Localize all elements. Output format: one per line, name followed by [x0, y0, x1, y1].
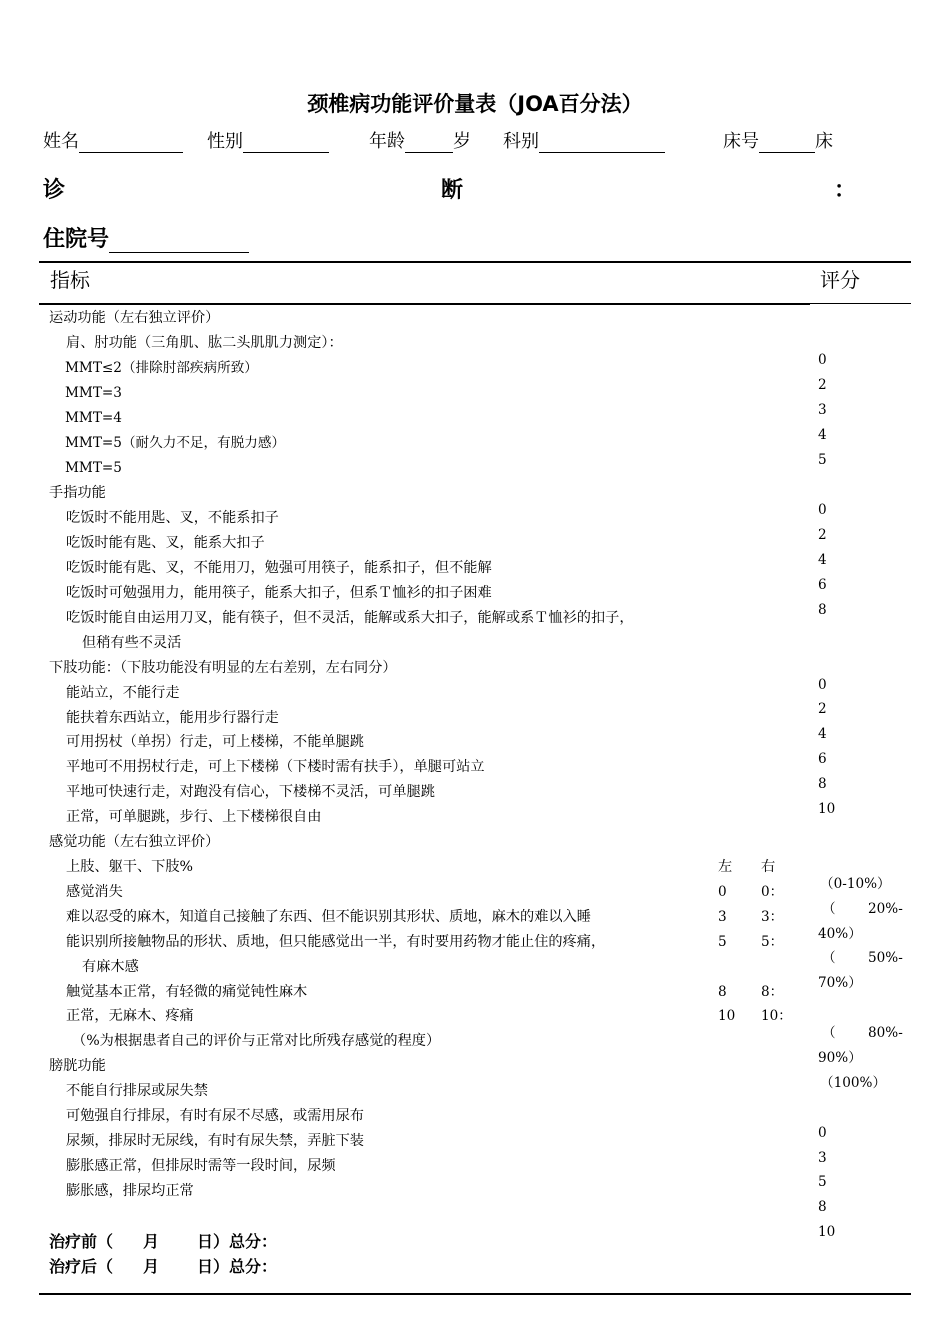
bed-label: 床号 [723, 131, 759, 152]
right-score: 8： [761, 984, 784, 1000]
day-total-label: 日）总分： [197, 1257, 278, 1276]
bladder-item: 不能自行排尿或尿失禁 [66, 1083, 208, 1099]
bladder-score: 10 [818, 1224, 836, 1240]
sensory-region: 上肢、躯干、下肢% [66, 859, 193, 875]
bladder-score: 8 [818, 1199, 827, 1215]
right-score: 0： [761, 884, 784, 900]
dept-field [503, 127, 665, 153]
table-bottom-rule [39, 1293, 911, 1295]
motor-score: 3 [818, 402, 827, 418]
age-label: 年龄 [369, 131, 405, 152]
admission-blank[interactable] [109, 228, 249, 253]
sensory-note: （%为根据患者自己的评价与正常对比所残存感觉的程度） [72, 1033, 441, 1049]
finger-item: 吃饭时不能用匙、叉，不能系扣子 [66, 510, 279, 526]
left-score: 5 [718, 934, 727, 950]
bladder-item: 膨胀感，排尿均正常 [66, 1183, 194, 1199]
sex-blank[interactable] [243, 134, 329, 153]
diagnosis-char2: 断 [441, 178, 464, 203]
bed-field [723, 127, 833, 153]
sensory-item: 难以忍受的麻木，知道自己接触了东西、但不能识别其形状、质地，麻木的难以入睡 [66, 909, 591, 925]
indicator-header: 指标 [50, 268, 90, 292]
motor-item: MMT=5（耐久力不足，有脱力感） [65, 435, 286, 451]
sensory-item: 能识别所接触物品的形状、质地，但只能感觉出一半，有时要用药物才能止住的疼痛， [66, 934, 606, 950]
sensory-item: 正常，无麻木、疼痛 [66, 1008, 194, 1024]
finger-item: 吃饭时能有匙、叉，不能用刀，勉强可用筷子，能系扣子，但不能解 [66, 560, 492, 576]
lower-item: 平地可快速行走，对跑没有信心，下楼梯不灵活，可单腿跳 [66, 784, 435, 800]
left-score: 3 [718, 909, 727, 925]
month-label: 月 [143, 1232, 160, 1251]
month-label: 月 [143, 1257, 160, 1276]
pct-range: 70%） [818, 975, 862, 991]
age-field [369, 127, 471, 153]
motor-item: MMT≤2（排除肘部疾病所致） [65, 360, 258, 376]
finger-score: 4 [818, 552, 827, 568]
pct-range: 80%- [868, 1025, 903, 1041]
sex-label: 性别 [207, 131, 243, 152]
table-top-rule [39, 261, 911, 263]
motor-score: 4 [818, 427, 827, 443]
left-header: 左 [718, 859, 733, 875]
after-label: 治疗后（ [49, 1257, 114, 1276]
finger-item: 吃饭时能自由运用刀叉，能有筷子，但不灵活，能解或系大扣子，能解或系Ｔ恤衫的扣子， [66, 610, 634, 626]
bladder-score: 5 [818, 1174, 827, 1190]
bladder-title: 膀胱功能 [49, 1058, 106, 1074]
lower-item: 平地可不用拐杖行走，可上下楼梯（下楼时需有扶手），单腿可站立 [66, 759, 485, 775]
pct-range: （ [822, 901, 836, 917]
sensory-item: 感觉消失 [66, 884, 123, 900]
finger-score: 0 [818, 502, 827, 518]
left-score: 8 [718, 984, 727, 1000]
admission-field [43, 222, 249, 253]
motor-score: 5 [818, 452, 827, 468]
score-header: 评分 [820, 268, 860, 292]
pct-range: 40%） [818, 926, 862, 942]
motor-score: 2 [818, 377, 827, 393]
right-score: 5： [761, 934, 784, 950]
finger-item: 吃饭时可勉强用力，能用筷子，能系大扣子，但系Ｔ恤衫的扣子困难 [66, 585, 492, 601]
right-header: 右 [761, 859, 776, 875]
right-score: 10： [761, 1008, 792, 1024]
diagnosis-colon: ： [834, 178, 857, 203]
dept-blank[interactable] [539, 134, 665, 153]
lower-title: 下肢功能：（下肢功能没有明显的左右差别，左右同分） [49, 660, 397, 676]
before-treatment-total [49, 1229, 277, 1252]
name-label: 姓名 [43, 131, 79, 152]
age-blank[interactable] [405, 134, 453, 153]
lower-item: 能扶着东西站立，能用步行器行走 [66, 710, 279, 726]
lower-score: 8 [818, 776, 827, 792]
sex-field [207, 127, 329, 153]
finger-score: 6 [818, 577, 827, 593]
name-field [43, 127, 183, 153]
pct-range: 20%- [868, 901, 903, 917]
sensory-title: 感觉功能（左右独立评价） [49, 834, 220, 850]
header-rule-right [810, 303, 911, 304]
lower-item: 正常，可单腿跳，步行、上下楼梯很自由 [66, 809, 322, 825]
lower-score: 10 [818, 801, 836, 817]
bladder-item: 膨胀感正常，但排尿时需等一段时间，尿频 [66, 1158, 336, 1174]
bladder-item: 可勉强自行排尿，有时有尿不尽感，或需用尿布 [66, 1108, 364, 1124]
shoulder-title: 肩、肘功能（三角肌、肱二头肌肌力测定）： [66, 335, 343, 351]
finger-score: 2 [818, 527, 827, 543]
lower-score: 0 [818, 677, 827, 693]
finger-title: 手指功能 [49, 485, 106, 501]
sensory-item: 有麻木感 [82, 959, 139, 975]
motor-title: 运动功能（左右独立评价） [49, 310, 220, 326]
admission-label: 住院号 [43, 227, 110, 252]
finger-continuation: 但稍有些不灵活 [82, 635, 182, 651]
header-rule-left [39, 303, 810, 305]
page-title: 颈椎病功能评价量表（JOA百分法） [307, 92, 643, 116]
pct-range: （ [822, 1025, 836, 1041]
age-unit: 岁 [453, 131, 471, 152]
bladder-item: 尿频，排尿时无尿线，有时有尿失禁，弄脏下装 [66, 1133, 364, 1149]
motor-item: MMT=3 [65, 385, 122, 401]
finger-score: 8 [818, 602, 827, 618]
sensory-item: 触觉基本正常，有轻微的痛觉钝性麻木 [66, 984, 308, 1000]
lower-item: 能站立，不能行走 [66, 685, 180, 701]
left-score: 0 [718, 884, 727, 900]
bed-blank[interactable] [759, 134, 815, 153]
pct-range: 90%） [818, 1050, 862, 1066]
before-label: 治疗前（ [49, 1232, 114, 1251]
lower-score: 2 [818, 701, 827, 717]
motor-item: MMT=4 [65, 410, 122, 426]
motor-score: 0 [818, 352, 827, 368]
after-treatment-total [49, 1254, 277, 1277]
lower-score: 4 [818, 726, 827, 742]
bladder-score: 0 [818, 1125, 827, 1141]
day-total-label: 日）总分： [197, 1232, 278, 1251]
pct-range: （0-10%） [820, 876, 891, 892]
bladder-score: 3 [818, 1150, 827, 1166]
finger-item: 吃饭时能有匙、叉，能系大扣子 [66, 535, 265, 551]
dept-label: 科别 [503, 131, 539, 152]
left-score: 10 [718, 1008, 736, 1024]
motor-item: MMT=5 [65, 460, 122, 476]
pct-range: （ [822, 950, 836, 966]
right-score: 3： [761, 909, 784, 925]
bed-unit: 床 [815, 131, 833, 152]
lower-score: 6 [818, 751, 827, 767]
pct-range: （100%） [820, 1075, 887, 1091]
diagnosis-char1: 诊 [43, 178, 66, 203]
name-blank[interactable] [79, 134, 183, 153]
pct-range: 50%- [868, 950, 903, 966]
lower-item: 可用拐杖（单拐）行走，可上楼梯，不能单腿跳 [66, 734, 364, 750]
